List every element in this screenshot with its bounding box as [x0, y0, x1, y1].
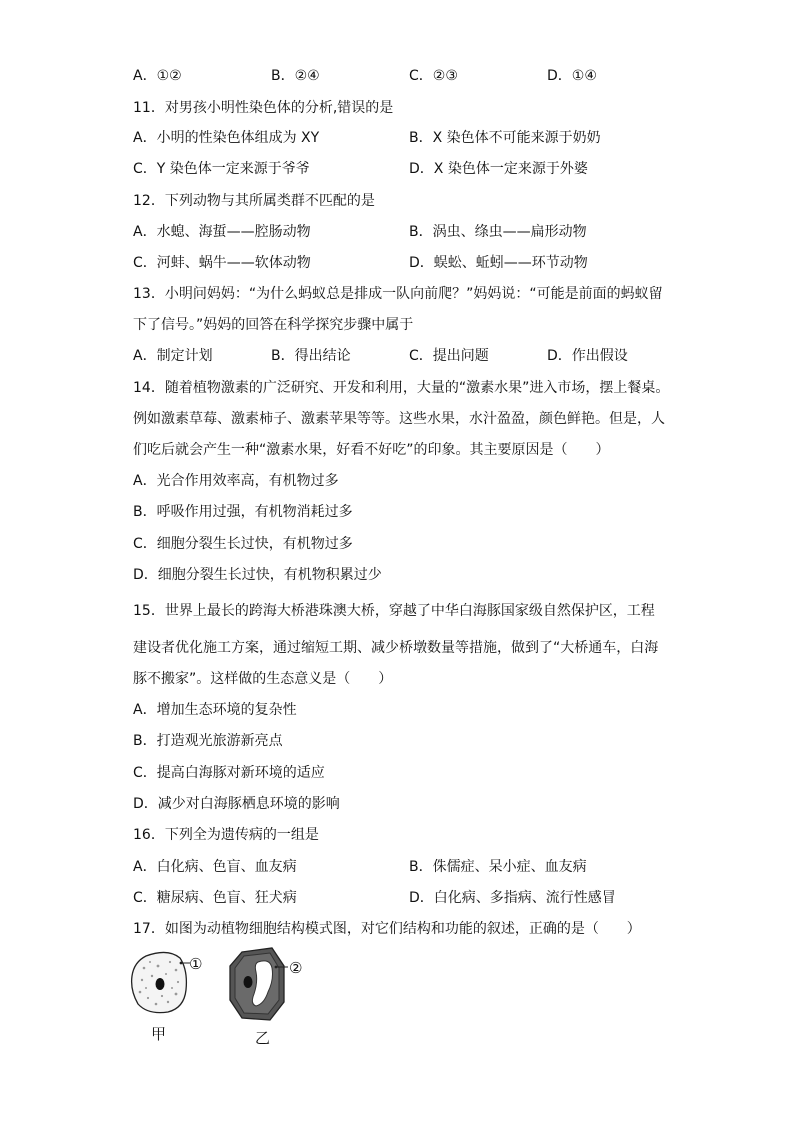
q11-option-a: A．小明的性染色体组成为 XY	[133, 130, 320, 146]
q14-option-b: B．呼吸作用过强，有机物消耗过多	[133, 504, 353, 520]
q14-stem-line2: 例如激素草莓、激素柿子、激素苹果等等。这些水果，水汁盈盈，颜色鲜艳。但是，人	[133, 411, 665, 427]
q10-option-d: D．①④	[547, 68, 597, 84]
marker-2: ②	[289, 959, 303, 977]
q15-stem-line3: 豚不搬家”。这样做的生态意义是（ ）	[133, 671, 393, 687]
q14-option-c: C．细胞分裂生长过快，有机物过多	[133, 536, 353, 552]
pointer-dot-1	[180, 962, 183, 965]
animal-cell-nucleus	[156, 978, 165, 990]
q12-option-b: B．涡虫、绦虫——扁形动物	[409, 224, 587, 240]
q16-option-a: A．白化病、色盲、血友病	[133, 859, 297, 875]
q12-option-d: D．蜈蚣、蚯蚓——环节动物	[409, 255, 588, 271]
q15-option-c: C．提高白海豚对新环境的适应	[133, 765, 325, 781]
q12-option-a: A．水螅、海蜇——腔肠动物	[133, 224, 311, 240]
q15-option-a: A．增加生态环境的复杂性	[133, 702, 297, 718]
q15-option-b: B．打造观光旅游新亮点	[133, 733, 283, 749]
q11-stem: 11．对男孩小明性染色体的分析,错误的是	[133, 100, 394, 116]
q14-option-d: D．细胞分裂生长过快，有机物积累过少	[133, 567, 382, 583]
animal-cell-caption: 甲	[151, 1025, 167, 1043]
q11-option-c: C．Y 染色体一定来源于爷爷	[133, 161, 310, 177]
q13-option-c: C．提出问题	[409, 348, 489, 364]
q16-stem: 16．下列全为遗传病的一组是	[133, 827, 319, 843]
q15-option-d: D．减少对白海豚栖息环境的影响	[133, 796, 340, 812]
plant-cell-caption: 乙	[255, 1029, 271, 1047]
q17-stem: 17．如图为动植物细胞结构模式图，对它们结构和功能的叙述，正确的是（ ）	[133, 921, 641, 937]
q13-option-d: D．作出假设	[547, 348, 628, 364]
q14-option-a: A．光合作用效率高，有机物过多	[133, 473, 339, 489]
q13-option-a: A．制定计划	[133, 348, 213, 364]
q15-stem-line1: 15．世界上最长的跨海大桥港珠澳大桥，穿越了中华白海豚国家级自然保护区，工程	[133, 603, 655, 619]
q14-stem-line1: 14．随着植物激素的广泛研究、开发和利用，大量的“激素水果”进入市场，摆上餐桌。	[133, 380, 670, 396]
q13-stem-line1: 13．小明问妈妈：“为什么蚂蚁总是排成一队向前爬？”妈妈说：“可能是前面的蚂蚁留	[133, 286, 663, 302]
q13-stem-line2: 下了信号。”妈妈的回答在科学探究步骤中属于	[133, 317, 414, 333]
q11-option-b: B．X 染色体不可能来源于奶奶	[409, 130, 601, 146]
pointer-dot-2	[275, 966, 278, 969]
q11-option-d: D．X 染色体一定来源于外婆	[409, 161, 588, 177]
q16-option-d: D．白化病、多指病、流行性感冒	[409, 890, 616, 906]
marker-1: ①	[189, 955, 203, 973]
q16-option-c: C．糖尿病、色盲、狂犬病	[133, 890, 297, 906]
q13-option-b: B．得出结论	[271, 348, 351, 364]
q15-stem-line2: 建设者优化施工方案，通过缩短工期、减少桥墩数量等措施，做到了“大桥通车，白海	[133, 640, 659, 656]
q10-option-c: C．②③	[409, 68, 458, 84]
q14-stem-line3: 们吃后就会产生一种“激素水果，好看不好吃”的印象。其主要原因是（ ）	[133, 442, 610, 458]
plant-cell-nucleus	[244, 976, 253, 988]
q12-stem: 12．下列动物与其所属类群不匹配的是	[133, 193, 375, 209]
q16-option-b: B．侏儒症、呆小症、血友病	[409, 859, 587, 875]
q12-option-c: C．河蚌、蜗牛——软体动物	[133, 255, 311, 271]
q10-option-a: A．①②	[133, 68, 182, 84]
q10-option-b: B．②④	[271, 68, 320, 84]
